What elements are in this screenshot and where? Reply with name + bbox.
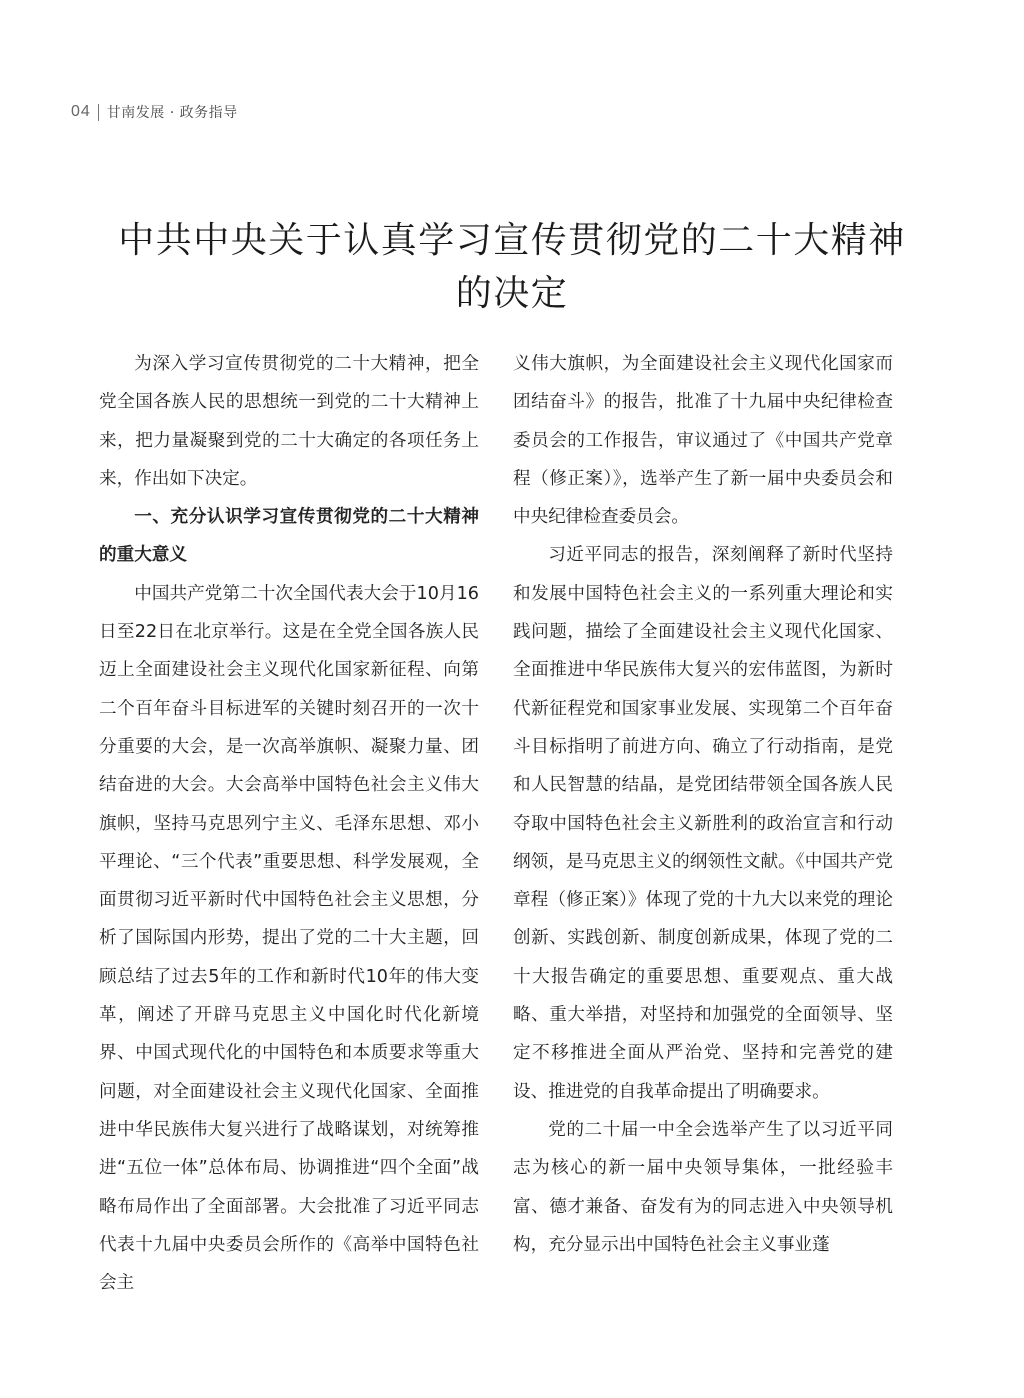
body-column-left <box>99 345 479 1302</box>
body-paragraph: 习近平同志的报告，深刻阐释了新时代坚持和发展中国特色社会主义的一系列重大理论和实践问题，描绘了全面建设社会主义现代化国家、全面推进中华民族伟大复兴的宏伟蓝图，为新时代新征程党和国家事业发展、实现第二个百年奋斗目标指明了前进方向、确立了行动指南，是党和人民智慧的结晶，是党团结带领全国各族人民夺取中国特色社会主义新胜利的政治宣言和行动纲领，是马克思主义的纲领性文献。《中国共产党章程（修正案）》体现了党的十九大以来党的理论创新、实践创新、制度创新成果，体现了党的二十大报告确定的重要思想、重要观点、重大战略、重大举措，对坚持和加强党的全面领导、坚定不移推进全面从严治党、坚持和完善党的建设、推进党的自我革命提出了明确要求。 <box>513 545 893 1102</box>
body-paragraph: 中国共产党第二十次全国代表大会于10月16日至22日在北京举行。这是在全党全国各族人民迈上全面建设社会主义现代化国家新征程、向第二个百年奋斗目标进军的关键时刻召开的一次十分重要的大会，是一次高举旗帜、凝聚力量、团结奋进的大会。大会高举中国特色社会主义伟大旗帜，坚持马克思列宁主义、毛泽东思想、邓小平理论、“三个代表”重要思想、科学发展观，全面贯彻习近平新时代中国特色社会主义思想，分析了国际国内形势，提出了党的二十大主题，回顾总结了过去5年的工作和新时代10年的伟大变革，阐述了开辟马克思主义中国化时代化新境界、中国式现代化的中国特色和本质要求等重大问题，对全面建设社会主义现代化国家、全面推进中华民族伟大复兴进行了战略谋划，对统筹推进“五位一体”总体布局、协调推进“四个全面”战略布局作出了全面部署。大会批准了习近平同志代表十九届中央委员会所作的《高举中国特色社会主 <box>99 583 479 1294</box>
body-column-right <box>513 345 893 1264</box>
page-number: 04 <box>71 103 91 120</box>
publication-name: 甘南发展 · 政务指导 <box>106 105 238 121</box>
article-title-line-2: 的决定 <box>455 273 569 314</box>
section-heading: 一、充分认识学习宣传贯彻党的二十大精神的重大意义 <box>99 507 479 566</box>
header-divider <box>98 104 99 121</box>
article-title <box>60 214 964 320</box>
intro-paragraph: 为深入学习宣传贯彻党的二十大精神，把全党全国各族人民的思想统一到党的二十大精神上来，把力量凝聚到党的二十大确定的各项任务上来，作出如下决定。 <box>99 354 479 489</box>
running-header <box>71 100 238 124</box>
body-paragraph: 党的二十届一中全会选举产生了以习近平同志为核心的新一届中央领导集体，一批经验丰富、德才兼备、奋发有为的同志进入中央领导机构，充分显示出中国特色社会主义事业蓬 <box>513 1119 893 1255</box>
body-paragraph-continued: 义伟大旗帜，为全面建设社会主义现代化国家而团结奋斗》的报告，批准了十九届中央纪律检查委员会的工作报告，审议通过了《中国共产党章程（修正案）》，选举产生了新一届中央委员会和中央纪律检查委员会。 <box>513 354 893 528</box>
article-title-line-1: 中共中央关于认真学习宣传贯彻党的二十大精神 <box>118 220 906 261</box>
